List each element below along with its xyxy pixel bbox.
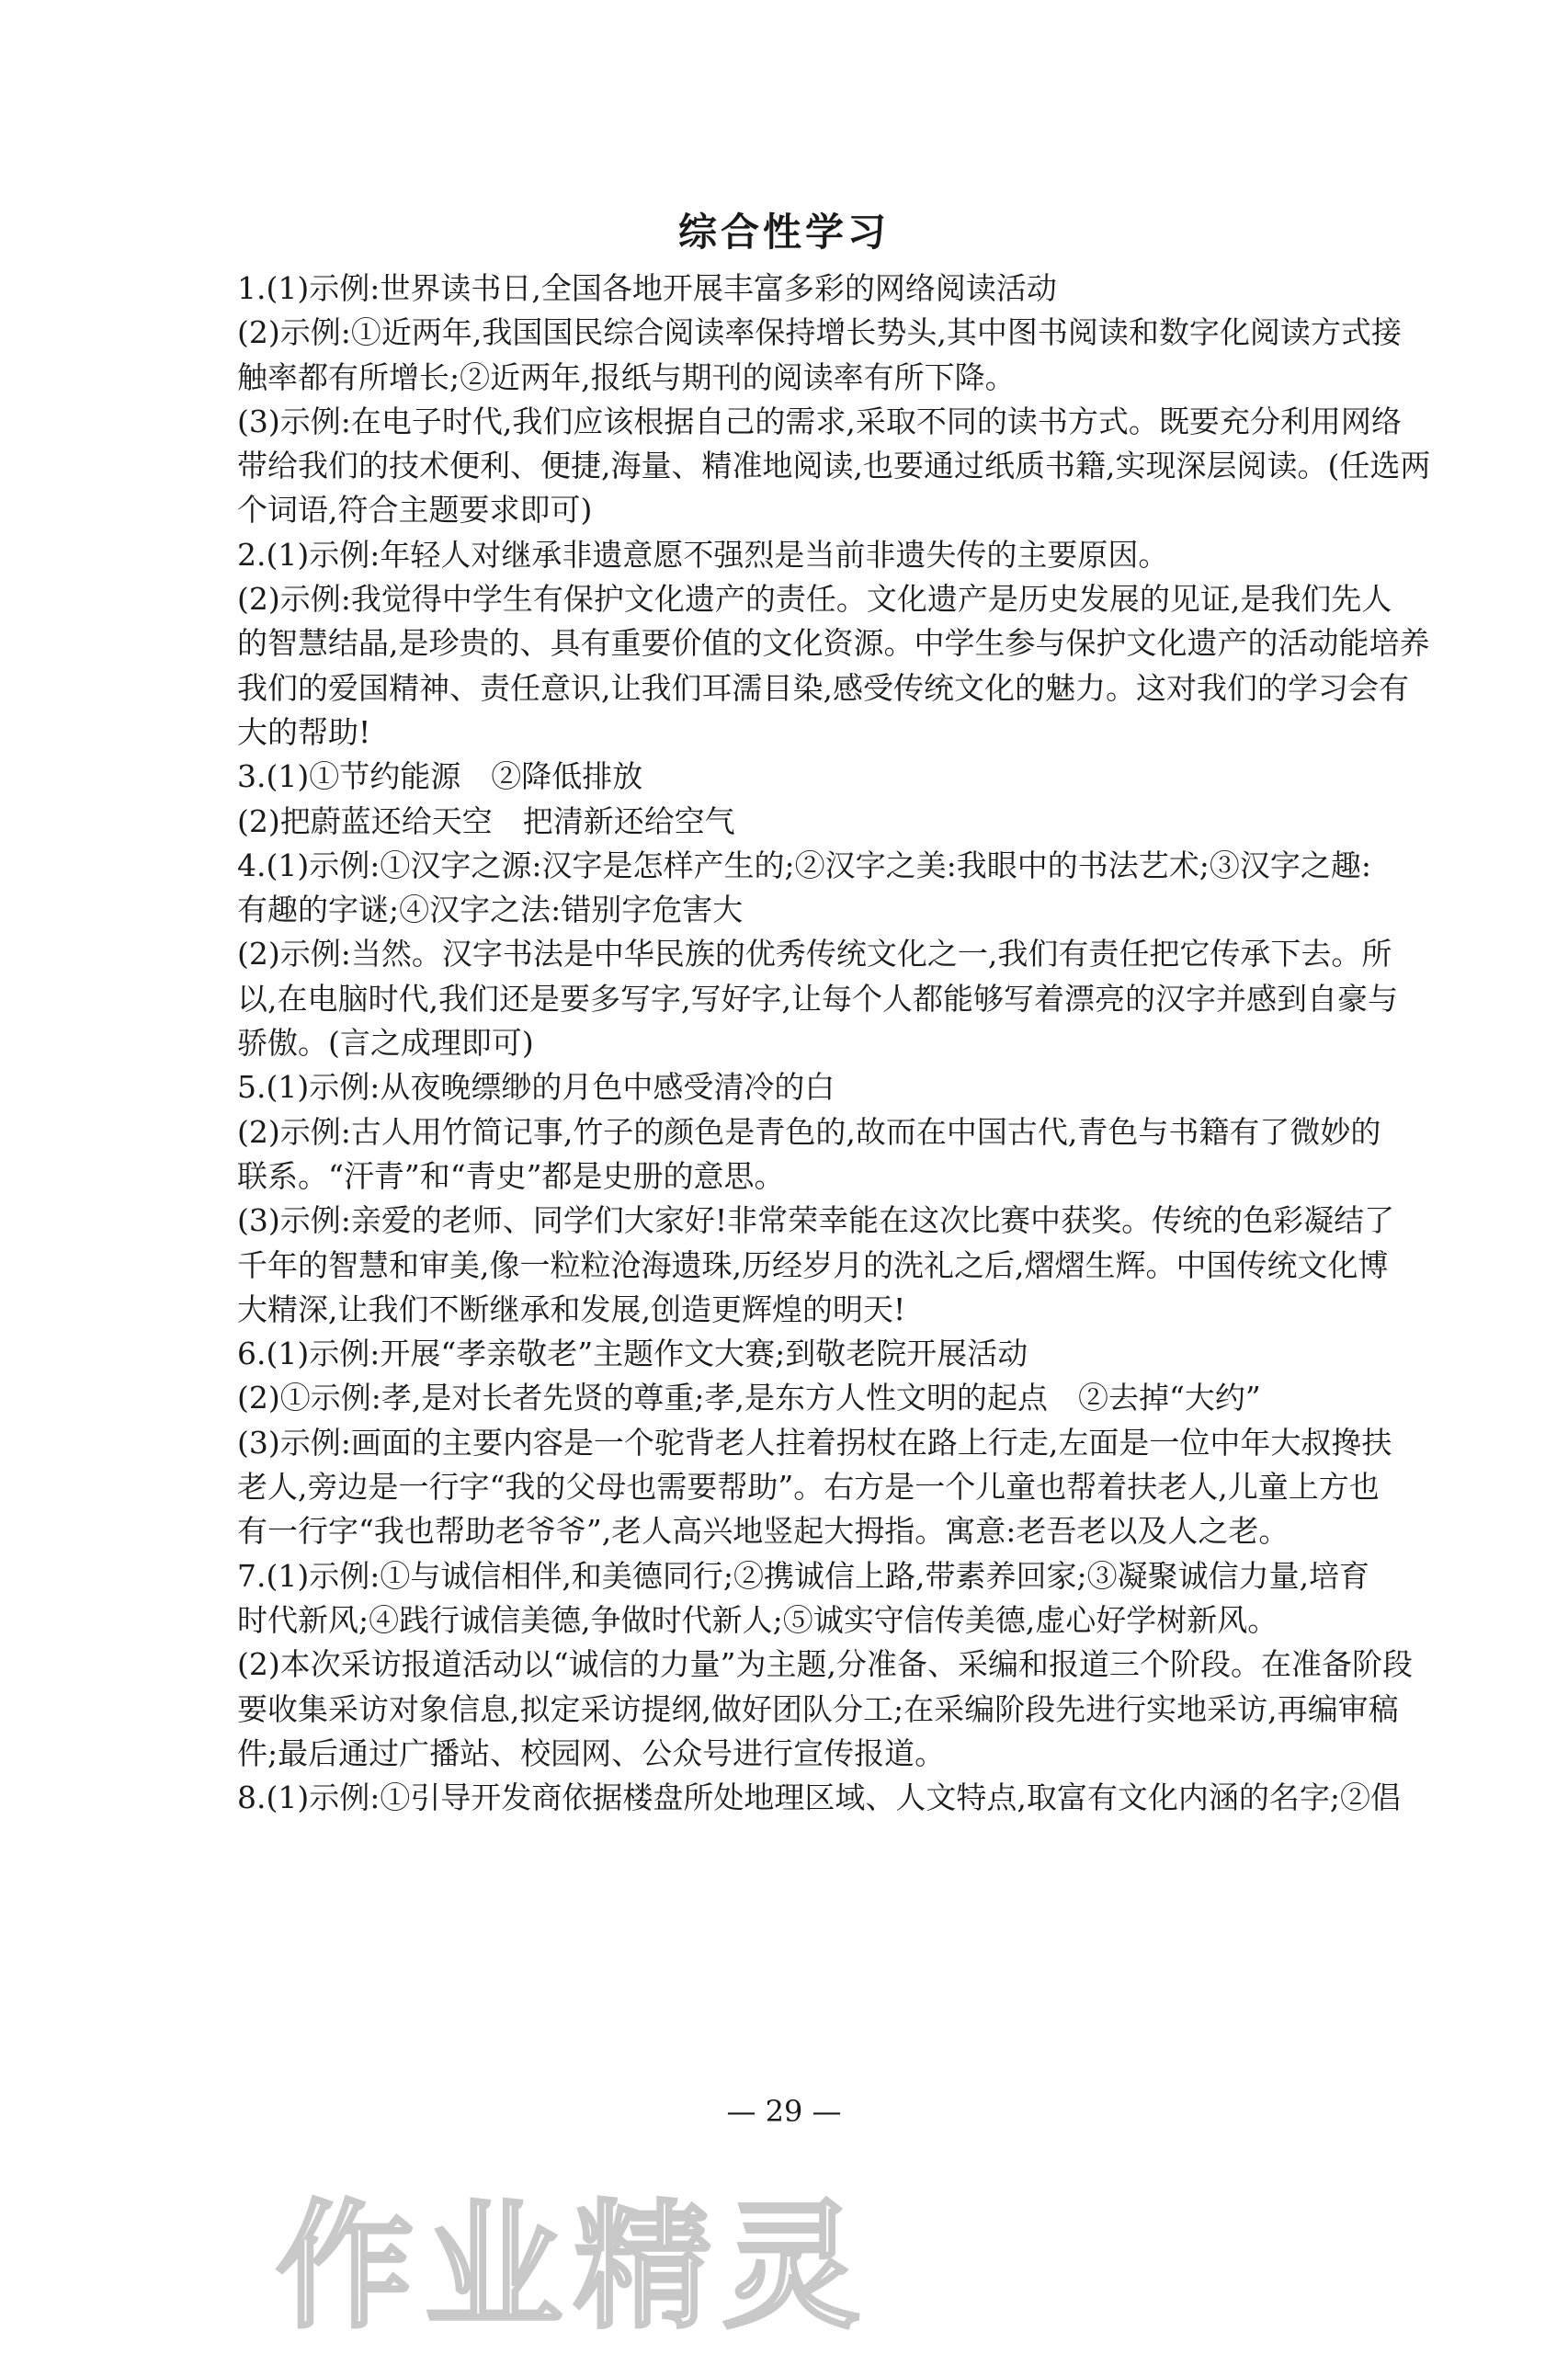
text-line: 2.(1)示例:年轻人对继承非遗意愿不强烈是当前非遗失传的主要原因。 (237, 536, 1169, 573)
text-line: 时代新风;④践行诚信美德,争做时代新人;⑤诚实守信传美德,虚心好学树新风。 (237, 1601, 1278, 1638)
text-line: 6.(1)示例:开展“孝亲敬老”主题作文大赛;到敬老院开展活动 (237, 1336, 1028, 1372)
text-line: 个词语,符合主题要求即可) (237, 492, 593, 529)
text-line: 件;最后通过广播站、校园网、公众号进行宣传报道。 (237, 1734, 946, 1771)
text-line: 8.(1)示例:①引导开发商依据楼盘所处地理区域、人文特点,取富有文化内涵的名字;②倡 (237, 1780, 1401, 1816)
text-line: 带给我们的技术便利、便捷,海量、精准地阅读,也要通过纸质书籍,实现深层阅读。(任选两 (237, 448, 1431, 484)
text-line: (2)示例:我觉得中学生有保护文化遗产的责任。文化遗产是历史发展的见证,是我们先人 (237, 581, 1392, 618)
text-line: 联系。“汗青”和“青史”都是史册的意思。 (237, 1157, 785, 1194)
text-line: 大的帮助! (237, 713, 371, 750)
text-line: 触率都有所增长;②近两年,报纸与期刊的阅读率有所下降。 (237, 358, 1016, 395)
text-line: 有一行字“我也帮助老爷爷”,老人高兴地竖起大拇指。寓意:老吾老以及人之老。 (237, 1513, 1290, 1550)
text-line: 骄傲。(言之成理即可) (237, 1025, 534, 1062)
text-line: 老人,旁边是一行字“我的父母也需要帮助”。右方是一个儿童也帮着扶老人,儿童上方也 (237, 1469, 1380, 1506)
text-line: (2)①示例:孝,是对长者先贤的尊重;孝,是东方人性文明的起点 ②去掉“大约” (237, 1380, 1261, 1416)
text-line: 以,在电脑时代,我们还是要多写字,写好字,让每个人都能够写着漂亮的汉字并感到自豪与 (237, 980, 1398, 1017)
text-line: 4.(1)示例:①汉字之源:汉字是怎样产生的;②汉字之美:我眼中的书法艺术;③汉字之趣: (237, 847, 1371, 883)
answer-content (237, 267, 1524, 1820)
text-line: 要收集采访对象信息,拟定采访提纲,做好团队分工;在采编阶段先进行实地采访,再编审稿 (237, 1690, 1399, 1727)
text-line: 我们的爱国精神、责任意识,让我们耳濡目染,感受传统文化的魅力。这对我们的学习会有 (237, 669, 1409, 706)
page-title: 综合性学习 (677, 210, 890, 255)
text-line: (3)示例:在电子时代,我们应该根据自己的需求,采取不同的读书方式。既要充分利用网络 (237, 403, 1402, 439)
text-line: 1.(1)示例:世界读书日,全国各地开展丰富多彩的网络阅读活动 (237, 270, 1057, 306)
watermark-logo: 作业精灵 (276, 2188, 872, 2348)
text-line: 大精深,让我们不断继承和发展,创造更辉煌的明天! (237, 1291, 906, 1327)
text-line: (3)示例:画面的主要内容是一个驼背老人拄着拐杖在路上行走,左面是一位中年大叔搀扶 (237, 1424, 1392, 1461)
text-line: (3)示例:亲爱的老师、同学们大家好!非常荣幸能在这次比赛中获奖。传统的色彩凝结了 (237, 1202, 1395, 1239)
text-line: (2)示例:古人用竹简记事,竹子的颜色是青色的,故而在中国古代,青色与书籍有了微妙的 (237, 1113, 1381, 1150)
text-line: (2)示例:当然。汉字书法是中华民族的优秀传统文化之一,我们有责任把它传承下去。所 (237, 936, 1392, 972)
text-line: (2)把蔚蓝还给天空 把清新还给空气 (237, 802, 735, 839)
text-line: 有趣的字谜;④汉字之法:错别字危害大 (237, 892, 744, 928)
text-line: (2)本次采访报道活动以“诚信的力量”为主题,分准备、采编和报道三个阶段。在准备阶段 (237, 1646, 1413, 1683)
text-line: 的智慧结晶,是珍贵的、具有重要价值的文化资源。中学生参与保护文化遗产的活动能培养 (237, 625, 1430, 662)
page-number: — 29 — (726, 2094, 842, 2129)
text-line: 千年的智慧和审美,像一粒粒沧海遗珠,历经岁月的洗礼之后,熠熠生辉。中国传统文化博 (237, 1246, 1389, 1283)
text-line: 3.(1)①节约能源 ②降低排放 (237, 758, 643, 795)
text-line: 5.(1)示例:从夜晚缥缈的月色中感受清冷的白 (237, 1069, 835, 1106)
text-line: 7.(1)示例:①与诚信相伴,和美德同行;②携诚信上路,带素养回家;③凝聚诚信力量,培育 (237, 1557, 1370, 1594)
text-line: (2)示例:①近两年,我国国民综合阅读率保持增长势头,其中图书阅读和数字化阅读方式接 (237, 314, 1402, 351)
